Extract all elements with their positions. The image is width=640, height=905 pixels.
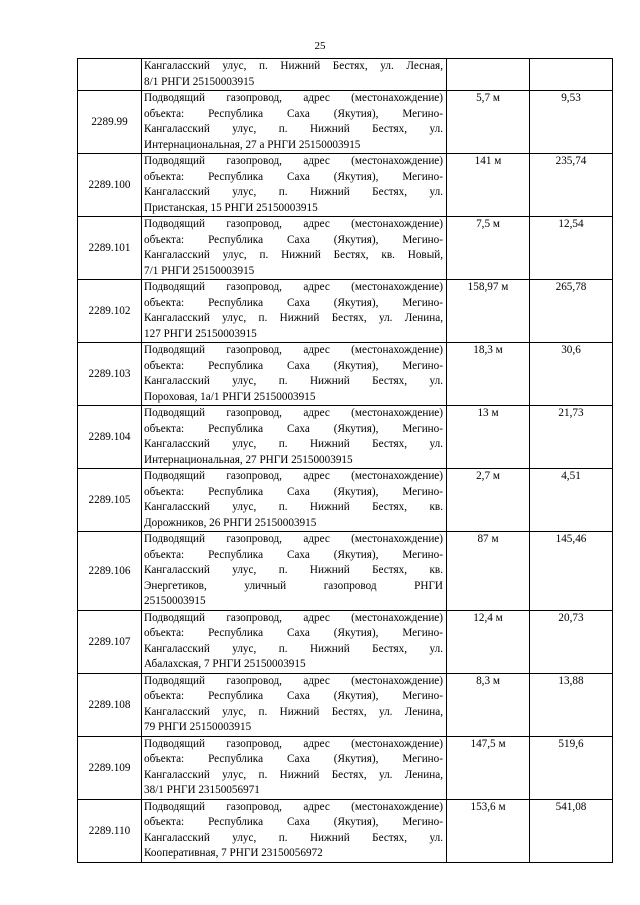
description-cell [142, 59, 447, 91]
description-line: объекта: Республика Саха (Якутия), Мегино- [144, 107, 443, 120]
description-line: Кооперативная, 7 РНГИ 23150056972 [144, 847, 323, 859]
description-line: Кангаласский улус, п. Нижний Бестях, ул. [144, 831, 443, 844]
description-line: Подводящий газопровод, адрес (местонахождение) [144, 92, 443, 104]
value-cell [530, 532, 613, 611]
description-line: объекта: Республика Саха (Якутия), Мегино- [144, 548, 443, 561]
table-row [78, 343, 613, 406]
table-row [78, 673, 613, 736]
description-line: объекта: Республика Саха (Якутия), Мегино- [144, 233, 443, 246]
length-cell [447, 469, 530, 532]
description-line: Пристанская, 15 РНГИ 25150003915 [144, 201, 318, 214]
number-cell: 2289.100 [78, 154, 142, 217]
value-cell [530, 736, 613, 799]
length-cell [447, 280, 530, 343]
description-cell [142, 217, 447, 280]
number-cell: 2289.107 [78, 610, 142, 673]
amount-value: 21,73 [558, 407, 584, 419]
table-row [78, 406, 613, 469]
description-line: Подводящий газопровод, адрес (местонахождение) [144, 737, 443, 750]
description-line: Кангаласский улус, п. Нижний Бестях, ул. [144, 375, 443, 387]
length-value: 18,3 м [473, 344, 503, 356]
description-line: Подводящий газопровод, адрес (местонахождение) [144, 611, 443, 624]
length-value: 13 м [477, 407, 499, 419]
description-cell [142, 91, 447, 154]
amount-value: 235,74 [555, 155, 587, 167]
value-cell [530, 91, 613, 154]
number-cell: 2289.104 [78, 406, 142, 469]
description-cell [142, 154, 447, 217]
number-cell: 2289.110 [78, 799, 142, 862]
description-line: объекта: Республика Саха (Якутия), Мегино- [144, 170, 443, 183]
length-cell [447, 154, 530, 217]
value-cell [530, 406, 613, 469]
description-line: объекта: Республика Саха (Якутия), Мегино- [144, 753, 443, 765]
description-line: объекта: Республика Саха (Якутия), Мегино- [144, 422, 443, 435]
description-line: Кангаласский улус, п. Нижний Бестях, ул. [144, 642, 443, 655]
description-line: Подводящий газопровод, адрес (местонахождение) [144, 218, 443, 230]
length-value: 141 м [474, 155, 502, 167]
description-cell [142, 280, 447, 343]
value-cell [530, 154, 613, 217]
table-row [78, 217, 613, 280]
number-cell: 2289.105 [78, 469, 142, 532]
length-value: 87 м [477, 533, 499, 545]
number-cell: 2289.103 [78, 343, 142, 406]
length-value: 2,7 м [476, 470, 500, 482]
table-row [78, 91, 613, 154]
length-value: 158,97 м [467, 281, 509, 293]
description-line: Подводящий газопровод, адрес (местонахождение) [144, 407, 443, 419]
description-line: Подводящий газопровод, адрес (местонахождение) [144, 281, 443, 293]
length-cell [447, 736, 530, 799]
description-line: 38/1 РНГИ 23150056971 [144, 784, 260, 796]
description-line: Кангаласский улус, п. Нижний Бестях, ул. Лесная, [144, 60, 443, 72]
number-cell [78, 59, 142, 91]
amount-value: 9,53 [561, 92, 581, 104]
description-cell [142, 610, 447, 673]
description-line: Энергетиков, уличный газопровод РНГИ [144, 579, 443, 592]
description-cell [142, 799, 447, 862]
page-number: 25 [314, 40, 326, 52]
amount-value: 145,46 [555, 533, 587, 545]
description-line: 79 РНГИ 25150003915 [144, 721, 252, 733]
description-line: объекта: Республика Саха (Якутия), Мегино- [144, 485, 443, 498]
amount-value: 12,54 [558, 218, 584, 230]
length-cell [447, 673, 530, 736]
description-line: Пороховая, 1а/1 РНГИ 25150003915 [144, 390, 316, 403]
value-cell [530, 799, 613, 862]
amount-value: 541,08 [555, 800, 587, 813]
length-cell [447, 59, 530, 91]
description-cell [142, 673, 447, 736]
table-row [78, 532, 613, 611]
number-cell: 2289.109 [78, 736, 142, 799]
value-cell [530, 343, 613, 406]
table-row [78, 610, 613, 673]
amount-value: 30,6 [561, 344, 581, 356]
description-line: Подводящий газопровод, адрес (местонахождение) [144, 344, 443, 356]
amount-value: 519,6 [558, 737, 584, 750]
description-line: объекта: Республика Саха (Якутия), Мегино- [144, 690, 443, 702]
description-line: Интернациональная, 27 а РНГИ 25150003915 [144, 138, 361, 151]
number-cell: 2289.102 [78, 280, 142, 343]
registry-table [77, 58, 613, 863]
amount-value: 13,88 [558, 674, 584, 687]
value-cell [530, 280, 613, 343]
table-row [78, 469, 613, 532]
description-line: объекта: Республика Саха (Якутия), Мегино- [144, 359, 443, 372]
number-cell: 2289.99 [78, 91, 142, 154]
length-value: 7,5 м [476, 218, 500, 230]
description-line: 7/1 РНГИ 25150003915 [144, 264, 255, 277]
amount-value: 4,51 [561, 470, 581, 482]
description-line: Подводящий газопровод, адрес (местонахождение) [144, 155, 443, 167]
description-line: объекта: Республика Саха (Якутия), Мегино- [144, 816, 443, 828]
table-row-continuation [78, 59, 613, 91]
table-row [78, 736, 613, 799]
length-cell [447, 217, 530, 280]
description-line: Кангаласский улус, п. Нижний Бестях, ул. [144, 438, 443, 450]
description-line: Кангаласский улус, п. Нижний Бестях, ул. Ленина, [144, 768, 443, 781]
description-line: Абалахская, 7 РНГИ 25150003915 [144, 658, 306, 670]
description-cell [142, 406, 447, 469]
description-cell [142, 532, 447, 611]
value-cell [530, 469, 613, 532]
description-line: Кангаласский улус, п. Нижний Бестях, ул. Ленина, [144, 312, 443, 324]
description-line: Кангаласский улус, п. Нижний Бестях, кв. [144, 501, 443, 513]
value-cell [530, 59, 613, 91]
description-line: Кангаласский улус, п. Нижний Бестях, кв. Новый, [144, 249, 443, 261]
table-row [78, 280, 613, 343]
number-cell: 2289.101 [78, 217, 142, 280]
value-cell [530, 673, 613, 736]
amount-value: 20,73 [558, 611, 584, 624]
description-line: Подводящий газопровод, адрес (местонахождение) [144, 533, 443, 545]
number-cell: 2289.108 [78, 673, 142, 736]
description-line: 127 РНГИ 25150003915 [144, 327, 257, 340]
value-cell [530, 217, 613, 280]
description-line: Дорожников, 26 РНГИ 25150003915 [144, 516, 317, 529]
length-cell [447, 91, 530, 154]
length-value: 5,7 м [476, 92, 500, 104]
value-cell [530, 610, 613, 673]
description-line: объекта: Республика Саха (Якутия), Мегино- [144, 296, 443, 309]
length-cell [447, 406, 530, 469]
length-value: 8,3 м [476, 674, 500, 687]
description-cell [142, 343, 447, 406]
description-line: Кангаласский улус, п. Нижний Бестях, ул. Ленина, [144, 705, 443, 718]
length-value: 12,4 м [473, 611, 503, 624]
description-line: Кангаласский улус, п. Нижний Бестях, ул. [144, 186, 443, 198]
description-line: 25150003915 [144, 595, 206, 607]
table-row [78, 799, 613, 862]
description-line: 8/1 РНГИ 25150003915 [144, 75, 255, 88]
description-line: объекта: Республика Саха (Якутия), Мегино- [144, 627, 443, 639]
description-cell [142, 736, 447, 799]
length-cell [447, 610, 530, 673]
description-line: Интернациональная, 27 РНГИ 25150003915 [144, 453, 353, 466]
amount-value: 265,78 [555, 281, 587, 293]
description-line: Кангаласский улус, п. Нижний Бестях, кв. [144, 564, 443, 576]
length-value: 147,5 м [470, 737, 506, 750]
table-row [78, 154, 613, 217]
length-cell [447, 343, 530, 406]
description-line: Подводящий газопровод, адрес (местонахождение) [144, 470, 443, 482]
length-cell [447, 799, 530, 862]
description-cell [142, 469, 447, 532]
description-line: Подводящий газопровод, адрес (местонахождение) [144, 674, 443, 687]
description-line: Подводящий газопровод, адрес (местонахождение) [144, 800, 443, 813]
number-cell: 2289.106 [78, 532, 142, 611]
length-value: 153,6 м [470, 800, 506, 813]
length-cell [447, 532, 530, 611]
description-line: Кангаласский улус, п. Нижний Бестях, ул. [144, 123, 443, 135]
